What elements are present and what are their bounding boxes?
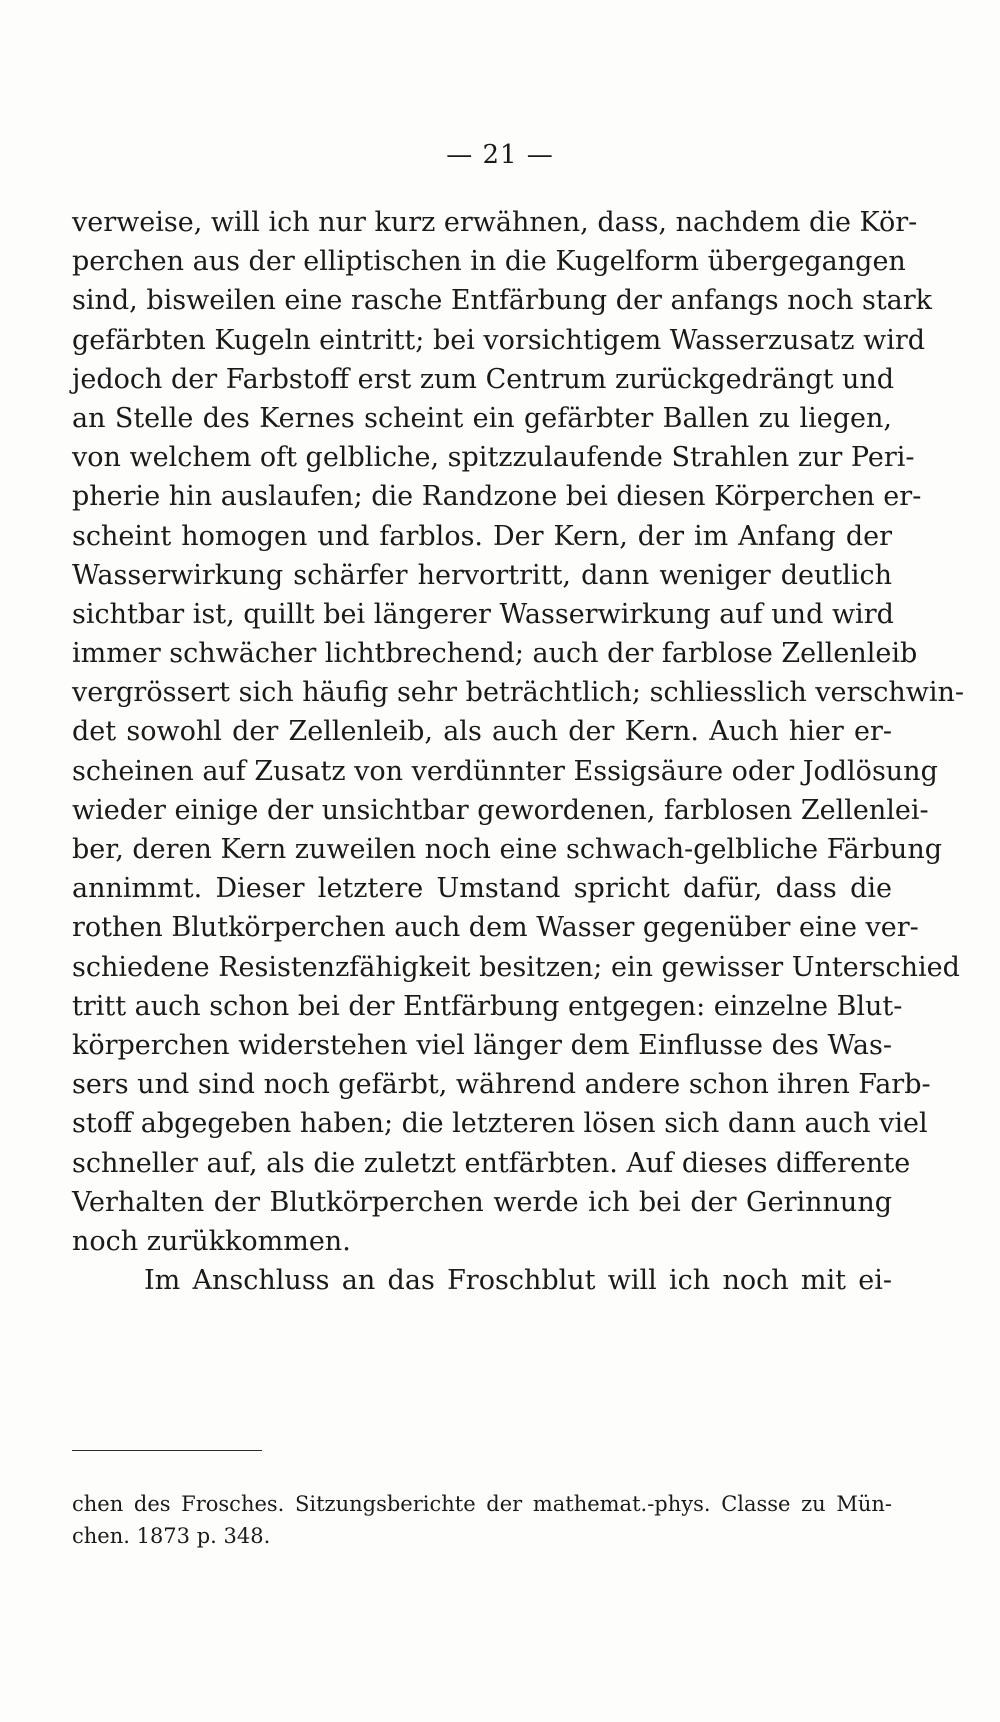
text-line: tritt auch schon bei der Entfärbung entgegen: einzelne Blut-: [72, 990, 903, 1022]
text-line: perchen aus der elliptischen in die Kugelform übergegangen: [72, 246, 906, 278]
text-line: Wasserwirkung schärfer hervortritt, dann weniger deutlich: [72, 559, 892, 591]
paragraph-start-line: Im Anschluss an das Froschblut will ich noch mit ei-: [144, 1265, 892, 1297]
footnote-rule: [72, 1450, 262, 1451]
text-line: rothen Blutkörperchen auch dem Wasser gegenüber eine ver-: [72, 912, 919, 944]
text-line: schiedene Resistenzfähigkeit besitzen; ein gewisser Unterschied: [72, 951, 960, 983]
text-line: schneller auf, als die zuletzt entfärbten. Auf dieses differente: [72, 1147, 911, 1179]
text-line: jedoch der Farbstoff erst zum Centrum zurückgedrängt und: [72, 363, 895, 395]
text-line: gefärbten Kugeln eintritt; bei vorsichtigem Wasserzusatz wird: [72, 324, 926, 356]
text-line: vergrössert sich häufig sehr beträchtlich; schliesslich verschwin-: [72, 677, 965, 709]
text-line: annimmt. Dieser letztere Umstand spricht dafür, dass die: [72, 873, 892, 905]
footnote-line: chen des Frosches. Sitzungsberichte der mathemat.-phys. Classe zu Mün-: [72, 1492, 892, 1516]
footnote-line: chen. 1873 p. 348.: [72, 1524, 271, 1548]
text-line: Verhalten der Blutkörperchen werde ich bei der Gerinnung: [72, 1186, 892, 1218]
text-line: körperchen widerstehen viel länger dem Einflusse des Was-: [72, 1029, 892, 1061]
text-line: von welchem oft gelbliche, spitzzulaufende Strahlen zur Peri-: [72, 442, 915, 474]
text-line: sers und sind noch gefärbt, während andere schon ihren Farb-: [72, 1069, 931, 1101]
text-line: det sowohl der Zellenleib, als auch der Kern. Auch hier er-: [72, 716, 892, 748]
text-line: wieder einige der unsichtbar gewordenen, farblosen Zellenlei-: [72, 794, 929, 826]
text-line: scheint homogen und farblos. Der Kern, der im Anfang der: [72, 520, 892, 552]
text-line: an Stelle des Kernes scheint ein gefärbter Ballen zu liegen,: [72, 402, 892, 434]
page-number: — 21 —: [446, 140, 554, 170]
text-line: ber, deren Kern zuweilen noch eine schwach-gelbliche Färbung: [72, 834, 942, 865]
paragraph-end-line: noch zurükkommen.: [72, 1225, 351, 1257]
text-line: immer schwächer lichtbrechend; auch der farblose Zellenleib: [72, 638, 918, 670]
text-line: scheinen auf Zusatz von verdünnter Essigsäure oder Jodlösung: [72, 755, 938, 787]
text-line: sichtbar ist, quillt bei längerer Wasserwirkung auf und wird: [72, 598, 894, 630]
text-line: stoff abgegeben haben; die letzteren lösen sich dann auch viel: [72, 1108, 928, 1140]
body-text: [72, 203, 965, 1300]
text-line: verweise, will ich nur kurz erwähnen, dass, nachdem die Kör-: [72, 207, 918, 238]
footnote: [72, 1488, 892, 1552]
text-line: pherie hin auslaufen; die Randzone bei diesen Körperchen er-: [72, 481, 922, 513]
text-line: sind, bisweilen eine rasche Entfärbung der anfangs noch stark: [72, 285, 933, 317]
